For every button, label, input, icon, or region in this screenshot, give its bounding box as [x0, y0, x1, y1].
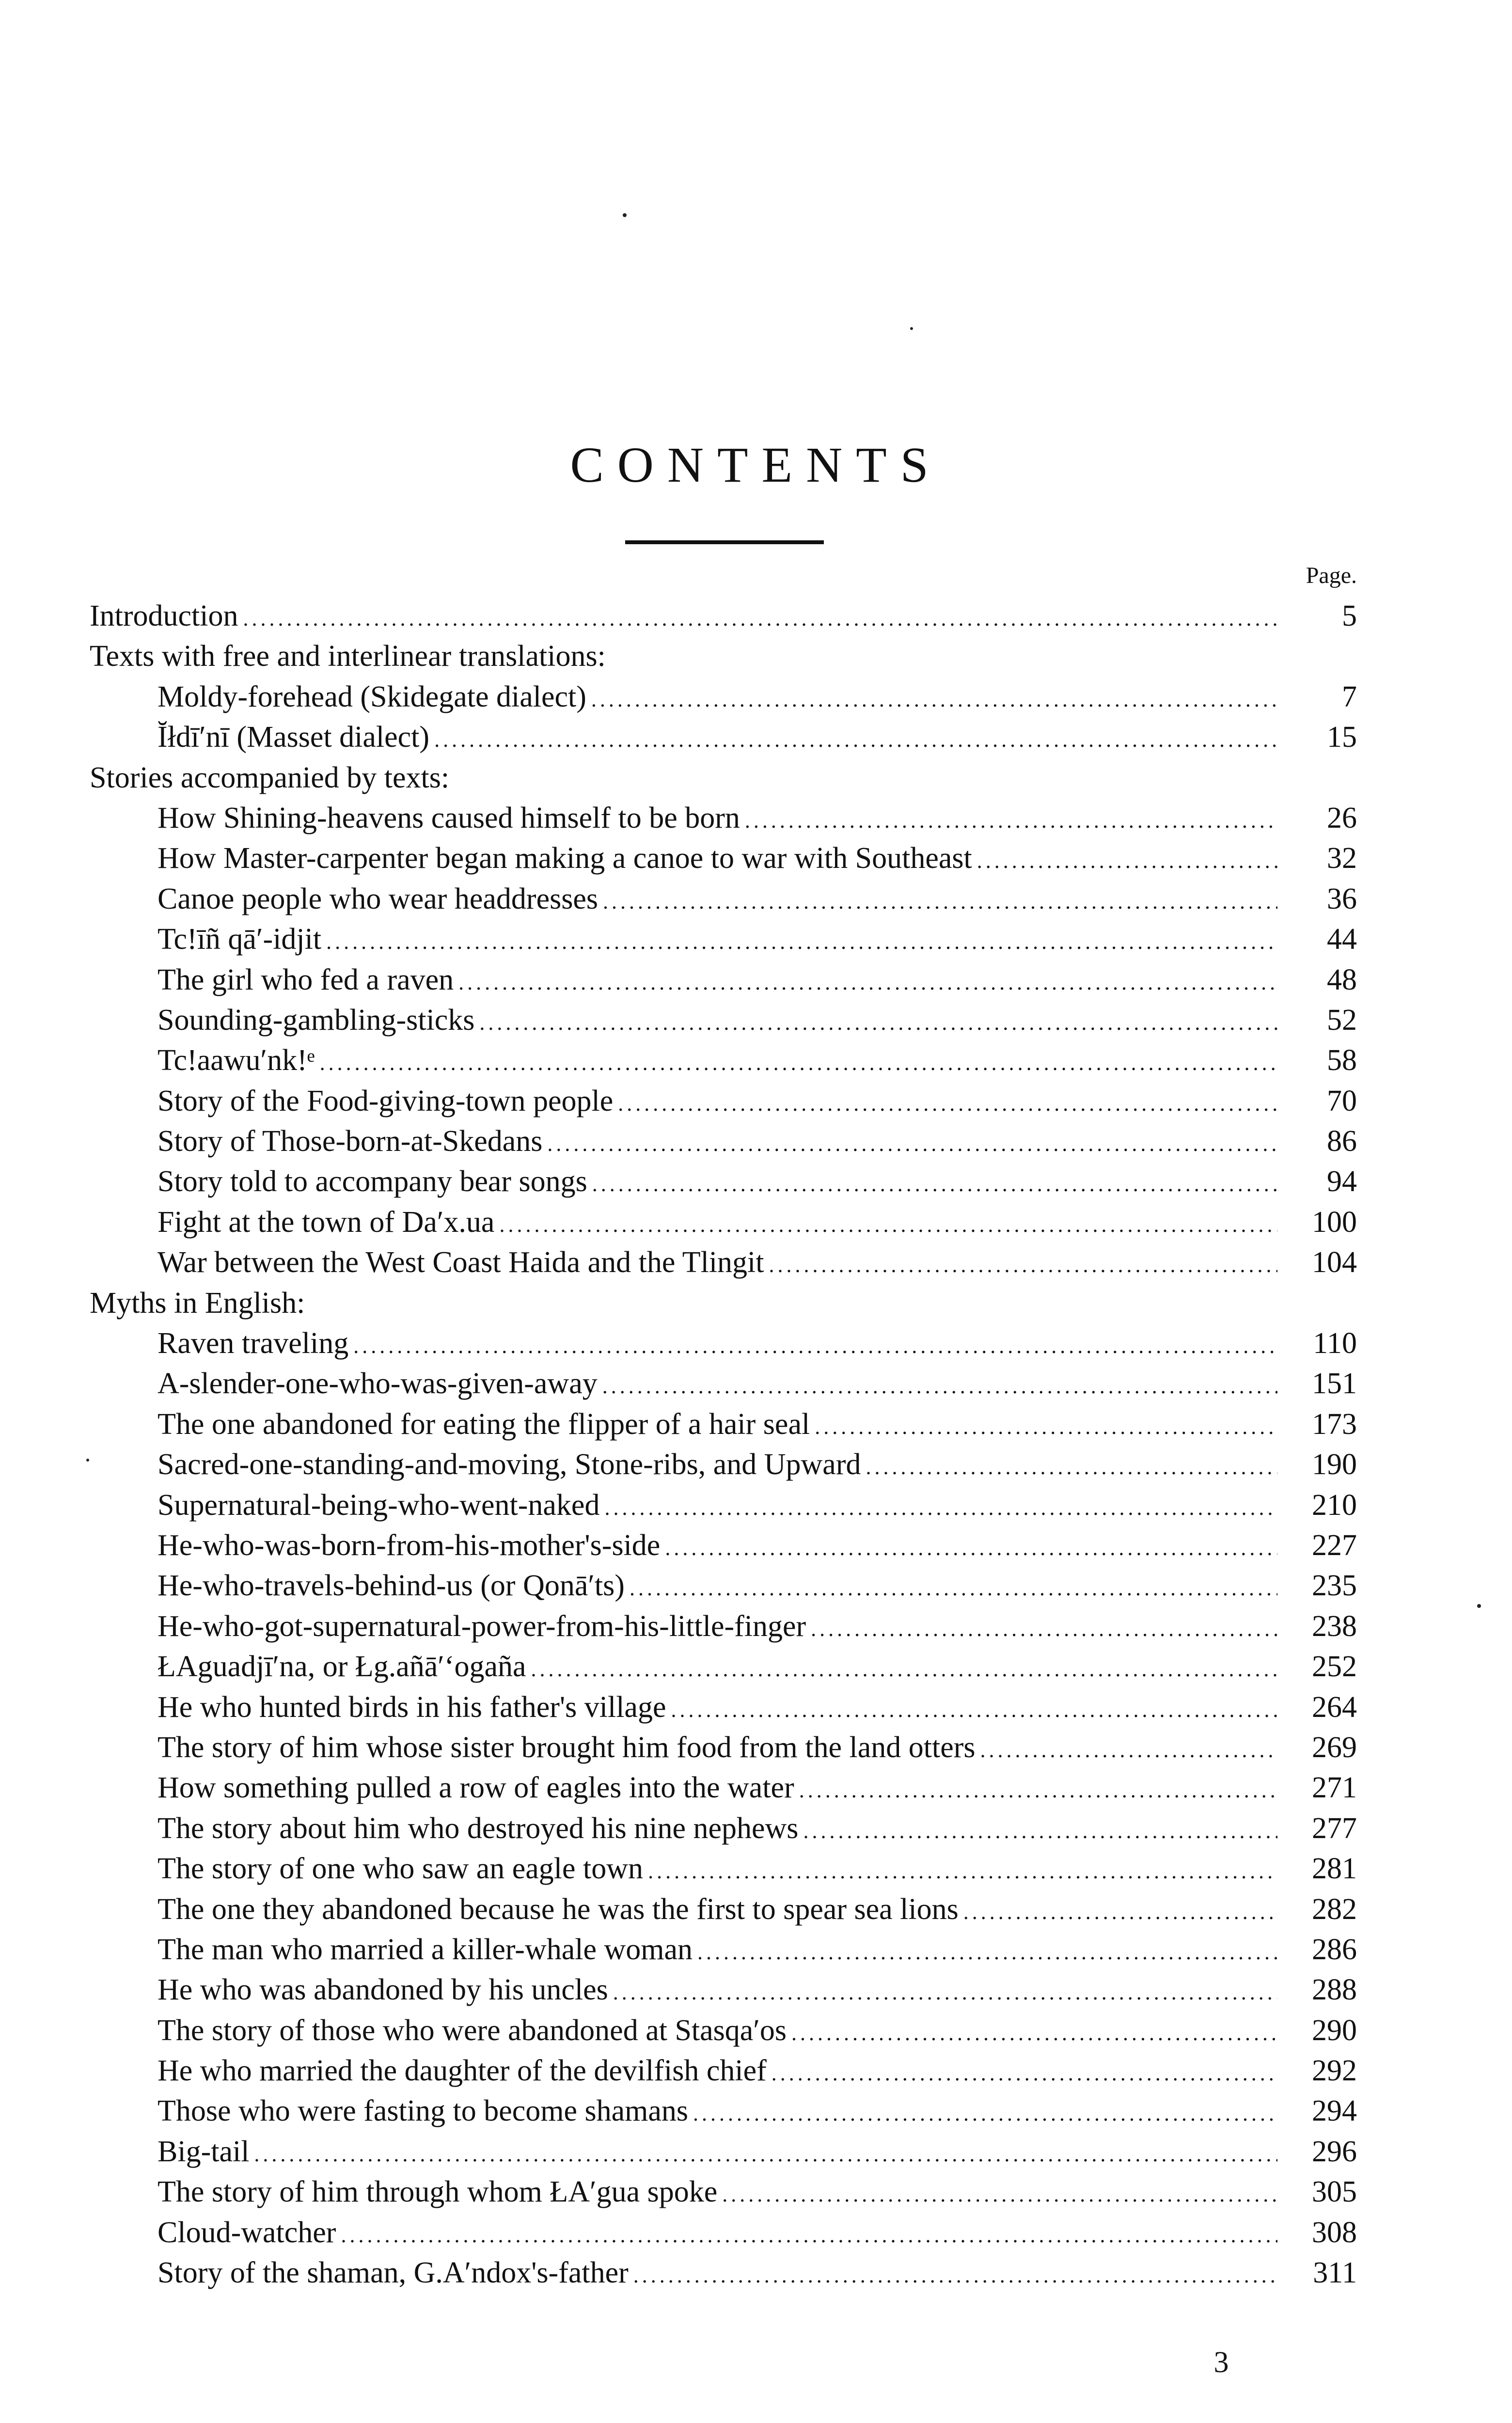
toc-entry [90, 1323, 1357, 1364]
toc-entry [90, 717, 1357, 757]
toc-entry-page: 294 [1312, 2094, 1357, 2128]
toc-entry-page: 311 [1313, 2256, 1357, 2290]
toc-entry-title: ŁAguadjī′na, or Łg.añā′ʻogaña [158, 1650, 526, 1684]
toc-entry [90, 1040, 1357, 1081]
toc-entry-page: 48 [1327, 963, 1357, 996]
toc-entry-title: The story of those who were abandoned at Stasqa′os [158, 2014, 787, 2047]
toc-entry-title: The man who married a killer-whale woman [158, 1933, 693, 1966]
toc-entry-title: Tc!īñ qā′-idjit [158, 923, 322, 956]
toc-entry-title: Fight at the town of Da′x.ua [158, 1205, 495, 1239]
toc-entry-title: How something pulled a row of eagles into the water [158, 1771, 794, 1805]
toc-entry [90, 1121, 1357, 1162]
toc-entry-title: Story of the Food-giving-town people [158, 1084, 614, 1117]
dot-leader [769, 1243, 1277, 1285]
toc-entry-page: 86 [1327, 1125, 1357, 1158]
toc-entry-page: 52 [1327, 1003, 1357, 1037]
dot-leader [479, 1000, 1277, 1043]
toc-entry [90, 1768, 1357, 1808]
toc-entry [90, 2172, 1357, 2212]
dot-leader [602, 1364, 1277, 1406]
toc-entry-page: 110 [1313, 1327, 1357, 1360]
toc-entry-page: 282 [1312, 1892, 1357, 1926]
page-column-header: Page. [1306, 563, 1357, 588]
dot-leader [866, 1445, 1277, 1487]
toc-entry-title: The story about him who destroyed his nine nephews [158, 1811, 799, 1845]
dot-leader [633, 2253, 1277, 2296]
toc-entry [90, 919, 1357, 960]
dot-leader [326, 919, 1277, 962]
toc-entry [90, 1485, 1357, 1526]
page-number: 3 [1213, 2346, 1229, 2379]
toc-entry [90, 1647, 1357, 1687]
dot-leader [791, 2011, 1277, 2053]
toc-entry [90, 1162, 1357, 1202]
toc-entry-title: The one they abandoned because he was the first to spear sea lions [158, 1892, 959, 1926]
toc-entry-page: 104 [1312, 1246, 1357, 1279]
toc-entry-title: Story told to accompany bear songs [158, 1165, 587, 1198]
toc-entry-page: 94 [1327, 1165, 1357, 1198]
toc-entry [90, 838, 1357, 879]
toc-entry-page: 151 [1312, 1367, 1357, 1400]
toc-entry-title: Introduction [90, 599, 238, 632]
toc-entry-title: The story of one who saw an eagle town [158, 1852, 644, 1886]
toc-entry-page: 290 [1312, 2014, 1357, 2047]
toc-entry [90, 1445, 1357, 1485]
dot-leader [434, 717, 1277, 760]
toc-entry-title: Sounding-gambling-sticks [158, 1003, 475, 1037]
toc-entry-page: 100 [1312, 1205, 1357, 1239]
toc-entry [90, 1687, 1357, 1728]
toc-entry [90, 596, 1357, 636]
toc-entry-page: 7 [1342, 680, 1357, 713]
toc-entry [90, 2253, 1357, 2293]
toc-entry-page: 271 [1312, 1771, 1357, 1805]
toc-entry [90, 960, 1357, 1000]
toc-entry-title: He who was abandoned by his uncles [158, 1973, 608, 2007]
dot-leader [980, 1728, 1277, 1770]
dot-leader [320, 1040, 1277, 1083]
toc-entry [90, 758, 1357, 798]
toc-entry [90, 677, 1357, 717]
table-of-contents [90, 596, 1357, 2293]
toc-entry-title: Moldy-forehead (Skidegate dialect) [158, 680, 586, 713]
toc-entry [90, 879, 1357, 919]
dot-leader [815, 1404, 1277, 1447]
dot-leader [799, 1768, 1277, 1810]
toc-entry-title: Supernatural-being-who-went-naked [158, 1488, 600, 1522]
dot-leader [353, 1323, 1277, 1366]
toc-entry-title: The story of him whose sister brought him food from the land otters [158, 1731, 976, 1764]
toc-entry [90, 1889, 1357, 1930]
toc-entry-title: Story of Those-born-at-Skedans [158, 1125, 543, 1158]
dot-leader [693, 2091, 1277, 2134]
toc-entry-title: How Shining-heavens caused himself to be born [158, 801, 740, 834]
dot-leader [648, 1849, 1277, 1891]
dot-leader [803, 1809, 1277, 1851]
scan-speck [910, 327, 913, 330]
page-title: CONTENTS [570, 437, 942, 493]
toc-entry-page: 281 [1312, 1852, 1357, 1886]
dot-leader [592, 1162, 1277, 1204]
toc-entry [90, 2011, 1357, 2051]
toc-entry [90, 2213, 1357, 2253]
toc-entry-title: Raven traveling [158, 1327, 349, 1360]
toc-entry [90, 1930, 1357, 1970]
dot-leader [499, 1202, 1277, 1245]
toc-entry [90, 1000, 1357, 1040]
dot-leader [722, 2172, 1277, 2215]
toc-entry-title: Texts with free and interlinear translations: [90, 640, 606, 673]
toc-entry [90, 2051, 1357, 2091]
toc-entry-page: 190 [1312, 1448, 1357, 1481]
toc-entry [90, 2132, 1357, 2172]
dot-leader [603, 879, 1277, 922]
toc-entry [90, 1202, 1357, 1243]
toc-entry-page: 227 [1312, 1528, 1357, 1562]
toc-entry-page: 32 [1327, 842, 1357, 875]
toc-entry-title: Stories accompanied by texts: [90, 761, 450, 794]
toc-entry-title: War between the West Coast Haida and the Tlingit [158, 1246, 764, 1279]
toc-entry-page: 173 [1312, 1407, 1357, 1441]
toc-entry-page: 308 [1312, 2216, 1357, 2249]
toc-entry-title: Cloud-watcher [158, 2216, 336, 2249]
toc-entry-page: 58 [1327, 1044, 1357, 1077]
toc-entry [90, 1081, 1357, 1121]
toc-entry-page: 26 [1327, 801, 1357, 834]
toc-entry-page: 210 [1312, 1488, 1357, 1522]
dot-leader [341, 2213, 1277, 2255]
toc-entry [90, 1364, 1357, 1404]
dot-leader [604, 1485, 1277, 1528]
toc-entry-page: 296 [1312, 2135, 1357, 2168]
dot-leader [963, 1889, 1277, 1932]
toc-entry [90, 1728, 1357, 1768]
toc-entry-page: 5 [1342, 599, 1357, 632]
toc-entry-page: 269 [1312, 1731, 1357, 1764]
toc-entry [90, 798, 1357, 838]
toc-entry-title: Sacred-one-standing-and-moving, Stone-ribs, and Upward [158, 1448, 861, 1481]
toc-entry [90, 636, 1357, 677]
toc-entry-title: Story of the shaman, G.A′ndox's-father [158, 2256, 629, 2290]
toc-entry [90, 1606, 1357, 1647]
toc-entry-title: Myths in English: [90, 1286, 305, 1320]
dot-leader [591, 677, 1277, 720]
toc-entry [90, 2091, 1357, 2131]
dot-leader [671, 1687, 1277, 1730]
dot-leader [458, 960, 1277, 1003]
toc-entry-page: 286 [1312, 1933, 1357, 1966]
toc-entry-page: 288 [1312, 1973, 1357, 2007]
toc-entry-page: 277 [1312, 1811, 1357, 1845]
toc-entry-title: Big-tail [158, 2135, 250, 2168]
toc-entry-title: The one abandoned for eating the flipper of a hair seal [158, 1407, 810, 1441]
dot-leader [630, 1566, 1277, 1608]
toc-entry-page: 292 [1312, 2054, 1357, 2088]
toc-entry-title: He-who-was-born-from-his-mother's-side [158, 1528, 661, 1562]
toc-entry-title: He who hunted birds in his father's village [158, 1690, 666, 1724]
toc-entry-title: A-slender-one-who-was-given-away [158, 1367, 598, 1400]
dot-leader [243, 596, 1278, 639]
toc-entry [90, 1970, 1357, 2010]
scan-speck [623, 213, 627, 217]
scan-speck [86, 1459, 89, 1462]
toc-entry-title: The story of him through whom ŁA′gua spoke [158, 2175, 718, 2209]
toc-entry-title: He who married the daughter of the devilfish chief [158, 2054, 767, 2088]
toc-entry-page: 70 [1327, 1084, 1357, 1117]
toc-entry-title: He-who-got-supernatural-power-from-his-little-finger [158, 1609, 806, 1643]
dot-leader [977, 838, 1277, 881]
toc-entry-page: 235 [1312, 1569, 1357, 1603]
title-rule [625, 540, 824, 544]
toc-entry-title: How Master-carpenter began making a canoe to war with Southeast [158, 842, 972, 875]
toc-entry [90, 1283, 1357, 1323]
toc-entry-page: 15 [1327, 721, 1357, 754]
dot-leader [618, 1081, 1277, 1124]
dot-leader [811, 1606, 1277, 1649]
dot-leader [613, 1970, 1277, 2013]
toc-entry-page: 44 [1327, 923, 1357, 956]
toc-entry-page: 305 [1312, 2175, 1357, 2209]
toc-entry [90, 1849, 1357, 1889]
toc-entry-page: 36 [1327, 882, 1357, 915]
dot-leader [745, 798, 1277, 841]
toc-entry-title: He-who-travels-behind-us (or Qonā′ts) [158, 1569, 625, 1603]
toc-entry [90, 1404, 1357, 1445]
dot-leader [254, 2132, 1277, 2174]
toc-entry [90, 1809, 1357, 1849]
scan-speck [1477, 1604, 1481, 1608]
toc-entry [90, 1526, 1357, 1566]
toc-entry-title: The girl who fed a raven [158, 963, 454, 996]
dot-leader [547, 1121, 1277, 1164]
toc-entry-page: 264 [1312, 1690, 1357, 1724]
toc-entry-title: Ĭłdī′nī (Masset dialect) [158, 721, 430, 754]
toc-entry-title: Tc!aawu′nk!ᵉ [158, 1044, 315, 1077]
dot-leader [697, 1930, 1277, 1972]
toc-entry-title: Canoe people who wear headdresses [158, 882, 598, 915]
dot-leader [531, 1647, 1278, 1689]
dot-leader [772, 2051, 1277, 2093]
toc-entry-page: 252 [1312, 1650, 1357, 1684]
toc-entry [90, 1566, 1357, 1606]
dot-leader [665, 1526, 1277, 1568]
toc-entry-page: 238 [1312, 1609, 1357, 1643]
toc-entry-title: Those who were fasting to become shamans [158, 2094, 689, 2128]
toc-entry [90, 1243, 1357, 1283]
